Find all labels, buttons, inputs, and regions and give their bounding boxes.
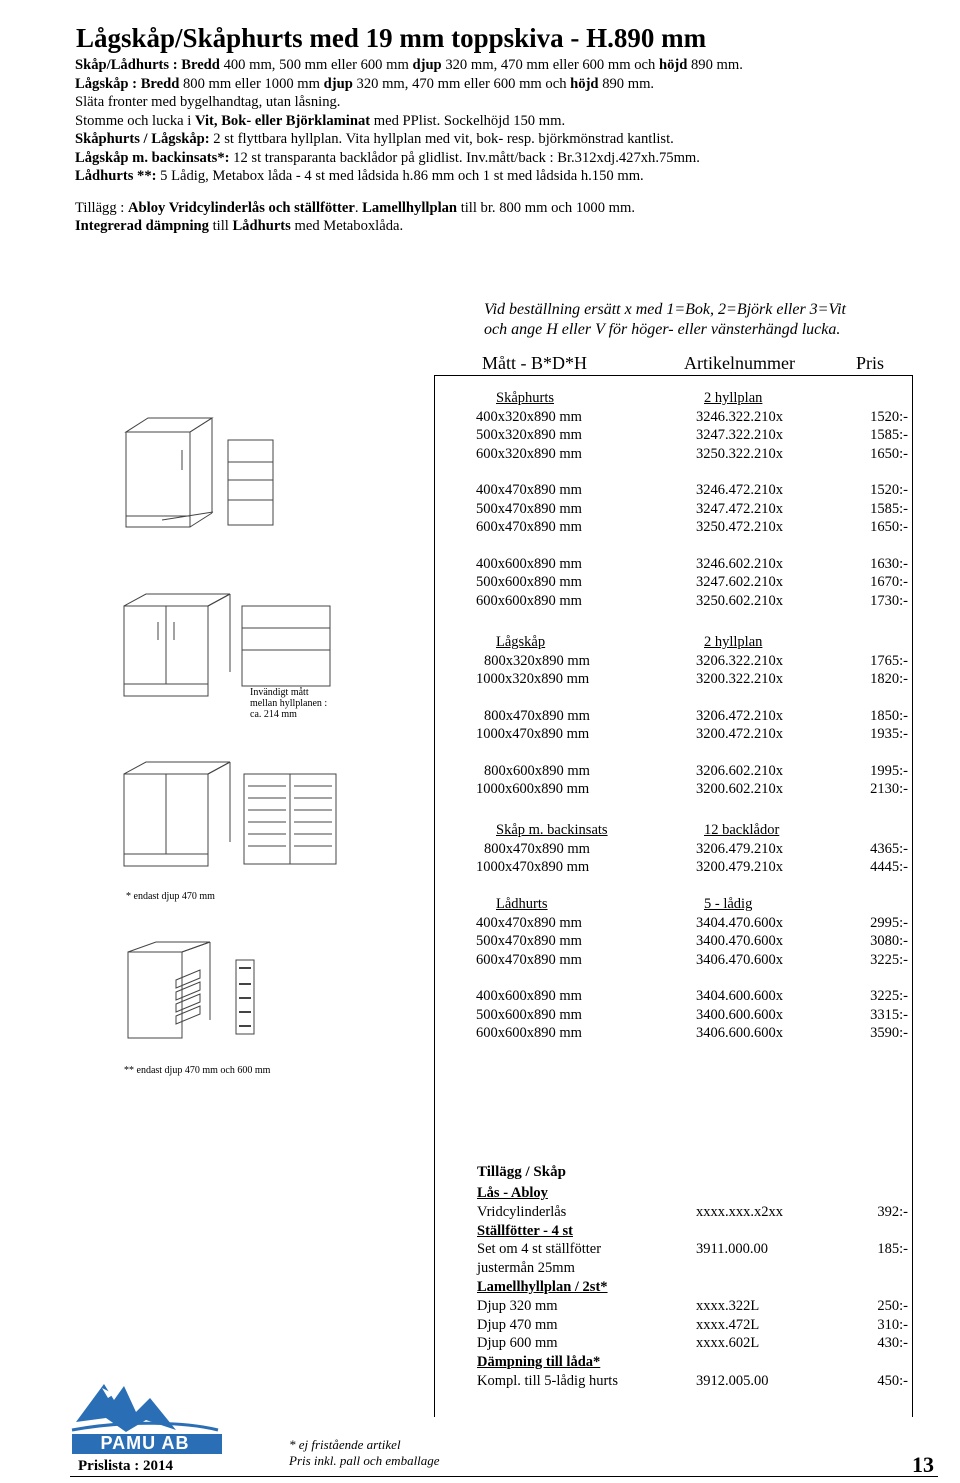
price-cell: 1730:- (870, 593, 908, 609)
price-cell: 1520:- (870, 408, 908, 425)
article-cell: 3404.470.600x (696, 914, 783, 931)
intro-line-9: Integrerad dämpning till Lådhurts med Metaboxlåda. (75, 218, 404, 234)
size-cell: 500x600x890 mm (476, 574, 582, 591)
section-head: Lågskåp (496, 634, 546, 650)
section-head: Skåp m. backinsats (496, 822, 608, 838)
size-cell: 600x470x890 mm (476, 519, 582, 536)
page-number: 13 (912, 1452, 934, 1477)
addon-price: 185:- (877, 1241, 908, 1258)
pricelist-year: Prislista : 2014 (78, 1458, 173, 1474)
addon-label: Vridcylinderlås (477, 1203, 567, 1220)
price-cell: 1650:- (870, 445, 908, 462)
addon-label: Set om 4 st ställfötter (477, 1241, 602, 1258)
inner-measure-caption: Invändigt mått mellan hyllplanen : ca. 214 mm (250, 687, 328, 720)
article-cell: 3404.600.600x (696, 988, 783, 1005)
price-cell: 1995:- (870, 762, 908, 779)
section-head: Lådhurts (496, 896, 548, 912)
column-price-header: Pris (856, 353, 884, 376)
size-cell: 400x470x890 mm (476, 914, 582, 931)
size-cell: 600x600x890 mm (476, 1025, 582, 1042)
article-cell: 3200.472.210x (696, 726, 783, 743)
article-cell: 3206.602.210x (696, 762, 783, 779)
addon-label: Djup 470 mm (477, 1316, 558, 1333)
price-cell: 1520:- (870, 482, 908, 499)
depth-note-backinsats: * endast djup 470 mm (126, 891, 215, 902)
column-size-header: Mått - B*D*H (482, 353, 587, 376)
backinsats-illustration (118, 760, 343, 875)
size-cell: 500x470x890 mm (476, 933, 582, 950)
article-cell: 3200.602.210x (696, 781, 783, 798)
size-cell: 800x320x890 mm (484, 652, 590, 669)
intro-line-8: Tillägg : Abloy Vridcylinderlås och ställfötter. Lamellhyllplan till br. 800 mm och 1000 mm. (75, 199, 636, 216)
addons-head: Tillägg / Skåp (477, 1164, 566, 1180)
price-cell: 3225:- (870, 988, 908, 1005)
depth-note-ladhurts: ** endast djup 470 mm och 600 mm (124, 1065, 271, 1076)
addon-article: 3911.000.00 (696, 1241, 768, 1258)
article-cell: 3406.600.600x (696, 1025, 783, 1042)
article-cell: 3246.472.210x (696, 482, 783, 499)
article-cell: 3246.322.210x (696, 408, 783, 425)
page-title: Lågskåp/Skåphurts med 19 mm toppskiva - H.890 mm (76, 23, 707, 53)
article-cell: 3250.322.210x (696, 445, 783, 462)
price-cell: 1850:- (870, 707, 908, 724)
addon-price: 392:- (877, 1203, 908, 1220)
intro-line-4: Stomme och lucka i Vit, Bok- eller Björklaminat med PPlist. Sockelhöjd 150 mm. (75, 112, 566, 129)
article-cell: 3247.322.210x (696, 427, 783, 444)
article-cell: 3206.479.210x (696, 840, 783, 857)
price-cell: 2995:- (870, 914, 908, 931)
article-cell: 3406.470.600x (696, 951, 783, 968)
intro-line-6: Lågskåp m. backinsats*: 12 st transparanta backlådor på glidlist. Inv.mått/back : Br.312xdj.427xh.75mm. (75, 149, 700, 166)
price-cell: 1765:- (870, 652, 908, 669)
size-cell: 1000x600x890 mm (476, 781, 590, 798)
skaphurts-open-illustration (158, 420, 278, 530)
price-cell: 1650:- (870, 519, 908, 536)
intro-line-5: Skåphurts / Lågskåp: 2 st flyttbara hyllplan. Vita hyllplan med vit, bok- resp. björkmönstrad kantlist. (75, 131, 674, 147)
article-cell: 3400.600.600x (696, 1006, 783, 1023)
order-note: Vid beställning ersätt x med 1=Bok, 2=Björk eller 3=Vit och ange H eller V för höger- eller vänsterhängd lucka. (484, 301, 846, 338)
addon-subhead: Lamellhyllplan / 2st* (477, 1279, 608, 1295)
addon-price: 310:- (877, 1316, 908, 1333)
addon-label: Djup 320 mm (477, 1297, 558, 1314)
price-cell: 1630:- (870, 555, 908, 572)
ladhurts-illustration (122, 940, 272, 1040)
price-cell: 1670:- (870, 574, 908, 591)
addon-article: xxxx.602L (696, 1335, 760, 1352)
section-subhead: 12 backlådor (704, 822, 780, 838)
article-cell: 3250.472.210x (696, 519, 783, 536)
size-cell: 1000x470x890 mm (476, 726, 590, 743)
size-cell: 500x470x890 mm (476, 500, 582, 517)
size-cell: 800x600x890 mm (484, 762, 590, 779)
addon-price: 250:- (877, 1297, 908, 1314)
price-cell: 3225:- (870, 951, 908, 968)
section-subhead: 5 - lådig (704, 896, 753, 912)
size-cell: 600x320x890 mm (476, 445, 582, 462)
article-cell: 3247.602.210x (696, 574, 783, 591)
intro-text (75, 56, 935, 236)
addon-label: Kompl. till 5-lådig hurts (477, 1373, 618, 1389)
addon-article: xxxx.472L (696, 1316, 760, 1333)
addon-subhead: Lås - Abloy (477, 1185, 548, 1201)
bottom-rule (70, 1476, 938, 1477)
intro-line-7: Lådhurts **: 5 Lådig, Metabox låda - 4 st med lådsida h.86 mm och 1 st med lådsida h.150 mm. (75, 168, 644, 184)
article-cell: 3200.322.210x (696, 671, 783, 688)
addon-article: xxxx.xxx.x2xx (696, 1203, 783, 1220)
column-article-header: Artikelnummer (684, 353, 795, 376)
intro-line-1: Skåp/Lådhurts : Bredd 400 mm, 500 mm eller 600 mm djup 320 mm, 470 mm eller 600 mm och höjd 890 mm. (75, 57, 743, 73)
size-cell: 1000x470x890 mm (476, 859, 590, 876)
addon-subhead: Ställfötter - 4 st (477, 1222, 573, 1239)
addon-subhead: Dämpning till låda* (477, 1354, 601, 1371)
section-subhead: 2 hyllplan (704, 634, 763, 650)
addon-label: Djup 600 mm (477, 1335, 558, 1352)
addon-article: xxxx.322L (696, 1297, 760, 1314)
article-cell: 3400.470.600x (696, 933, 783, 950)
article-cell: 3250.602.210x (696, 593, 783, 609)
price-cell: 1585:- (870, 500, 908, 517)
addon-article: 3912.005.00 (696, 1373, 769, 1389)
size-cell: 400x600x890 mm (476, 988, 582, 1005)
price-cell: 3315:- (870, 1006, 908, 1023)
addon-price: 450:- (877, 1373, 908, 1389)
size-cell: 800x470x890 mm (484, 840, 590, 857)
price-cell: 4445:- (870, 859, 908, 876)
article-cell: 3206.472.210x (696, 707, 783, 724)
intro-line-2: Lågskåp : Bredd 800 mm eller 1000 mm djup 320 mm, 470 mm eller 600 mm och höjd 890 mm. (75, 75, 655, 92)
size-cell: 600x600x890 mm (476, 593, 582, 609)
footer-notes: * ej fristående artikel Pris inkl. pall och emballage (289, 1437, 440, 1468)
size-cell: 400x470x890 mm (476, 482, 582, 499)
price-cell: 1820:- (870, 671, 908, 688)
article-cell: 3200.479.210x (696, 859, 783, 876)
price-cell: 1935:- (870, 726, 908, 743)
logo-text: PAMU AB (100, 1433, 190, 1453)
size-cell: 800x470x890 mm (484, 707, 590, 724)
size-cell: 600x470x890 mm (476, 951, 582, 968)
size-cell: 1000x320x890 mm (476, 671, 590, 688)
price-cell: 4365:- (870, 840, 908, 857)
price-cell: 3590:- (870, 1025, 908, 1042)
section-subhead: 2 hyllplan (704, 390, 763, 406)
section-head: Skåphurts (496, 390, 554, 406)
addon-price: 430:- (877, 1335, 908, 1352)
article-cell: 3247.472.210x (696, 500, 783, 517)
price-cell: 3080:- (870, 933, 908, 950)
intro-line-3: Släta fronter med bygelhandtag, utan låsning. (75, 94, 341, 110)
price-cell: 1585:- (870, 427, 908, 444)
article-cell: 3206.322.210x (696, 652, 783, 669)
price-cell: 2130:- (870, 781, 908, 798)
size-cell: 500x600x890 mm (476, 1006, 582, 1023)
size-cell: 400x600x890 mm (476, 555, 582, 572)
addon-label: justermån 25mm (477, 1260, 575, 1277)
article-cell: 3246.602.210x (696, 555, 783, 572)
size-cell: 400x320x890 mm (476, 408, 582, 425)
size-cell: 500x320x890 mm (476, 427, 582, 444)
